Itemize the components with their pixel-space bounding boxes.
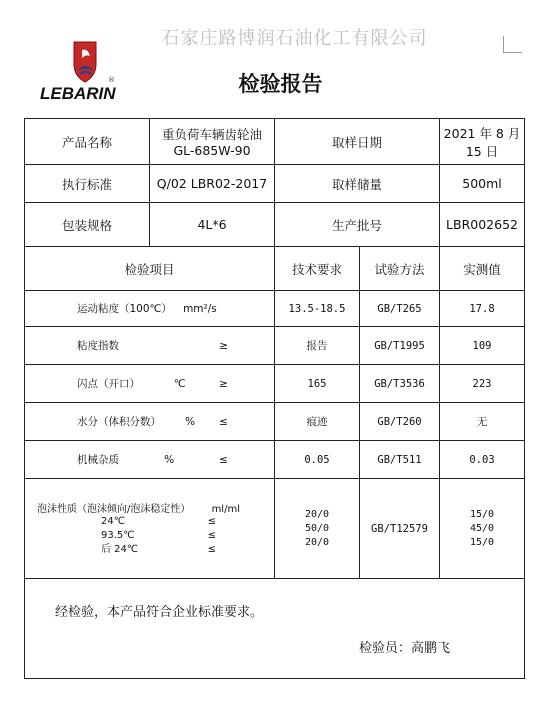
foam-value: 45/0	[469, 522, 495, 534]
foam-value: 15/0	[469, 536, 495, 548]
foam-row	[25, 479, 525, 579]
product-name-label: 产品名称	[25, 119, 150, 165]
item-cond: ≥	[219, 377, 228, 390]
row-label	[25, 301, 274, 316]
item-cond: ≥	[219, 339, 228, 352]
table-row	[25, 365, 525, 403]
header-method: 试验方法	[360, 247, 440, 291]
standard-value: Q/02 LBR02-2017	[150, 165, 275, 203]
item-requirement: 痕迹	[275, 403, 360, 441]
package-label: 包装规格	[25, 203, 150, 247]
item-requirement: 13.5-18.5	[275, 291, 360, 327]
batch-value: LBR002652	[440, 203, 525, 247]
foam-requirements	[275, 479, 360, 579]
batch-label: 生产批号	[275, 203, 440, 247]
table-row	[25, 441, 525, 479]
standard-label: 执行标准	[25, 165, 150, 203]
registered-mark: ®	[108, 76, 115, 84]
item-unit: mm²/s	[183, 302, 217, 315]
sample-storage-value: 500ml	[440, 165, 525, 203]
item-unit: ℃	[173, 377, 186, 390]
foam-cond: ≤	[207, 544, 216, 555]
item-requirement: 报告	[275, 327, 360, 365]
item-value: 223	[440, 365, 525, 403]
item-method: GB/T265	[360, 291, 440, 327]
foam-unit: ml/ml	[211, 504, 240, 515]
foam-sub-row	[25, 529, 274, 543]
corner-mark	[503, 36, 522, 53]
foam-title	[25, 500, 274, 515]
foam-values	[440, 479, 525, 579]
foam-temp: 24℃	[101, 516, 125, 527]
item-method: GB/T3536	[360, 365, 440, 403]
sample-date-label: 取样日期	[275, 119, 440, 165]
item-value: 17.8	[440, 291, 525, 327]
item-method: GB/T260	[360, 403, 440, 441]
foam-req: 20/0	[304, 508, 330, 520]
product-name-value	[150, 119, 275, 165]
row-label	[25, 338, 274, 353]
foam-cond: ≤	[207, 530, 216, 541]
header-value: 实测值	[440, 247, 525, 291]
item-value: 0.03	[440, 441, 525, 479]
item-value: 无	[440, 403, 525, 441]
item-requirement: 165	[275, 365, 360, 403]
header-row	[25, 247, 525, 291]
foam-temp: 93.5℃	[101, 530, 135, 541]
table-row	[25, 291, 525, 327]
item-name: 机械杂质	[77, 454, 119, 466]
item-requirement: 0.05	[275, 441, 360, 479]
conclusion-row	[25, 579, 525, 679]
header-item: 检验项目	[25, 247, 275, 291]
info-row	[25, 203, 525, 247]
foam-name: 泡沫性质（泡沫倾向/泡沫稳定性）	[37, 504, 191, 515]
foam-temp: 后 24℃	[101, 544, 139, 555]
foam-cond: ≤	[207, 516, 216, 527]
brand-name: LEBARIN	[40, 84, 116, 103]
foam-sub-row	[25, 543, 274, 557]
info-row	[25, 165, 525, 203]
item-cond: ≤	[219, 415, 228, 428]
conclusion-text: 经检验，本产品符合企业标准要求。	[55, 605, 264, 620]
foam-sub-row	[25, 515, 274, 529]
inspector-signature: 检验员：高鹏飞	[359, 641, 451, 656]
report-title: 检验报告	[238, 71, 323, 96]
sample-date-value: 2021 年 8 月 15 日	[440, 119, 525, 165]
foam-req: 20/0	[304, 536, 330, 548]
table-row	[25, 403, 525, 441]
conclusion-cell	[25, 579, 525, 679]
foam-req: 50/0	[304, 522, 330, 534]
item-unit: %	[185, 415, 196, 428]
foam-method: GB/T12579	[360, 479, 440, 579]
info-row	[25, 119, 525, 165]
header-requirement: 技术要求	[275, 247, 360, 291]
row-label	[25, 414, 274, 429]
row-label	[25, 452, 274, 467]
item-name: 运动粘度（100℃）	[77, 303, 172, 315]
foam-value: 15/0	[469, 508, 495, 520]
product-name-line1: 重负荷车辆齿轮油	[161, 127, 262, 142]
item-value: 109	[440, 327, 525, 365]
item-unit: %	[164, 453, 175, 466]
item-name: 水分（体积分数）	[77, 416, 161, 428]
item-method: GB/T1995	[360, 327, 440, 365]
item-name: 粘度指数	[77, 340, 119, 352]
row-label	[25, 376, 274, 391]
sample-storage-label: 取样储量	[275, 165, 440, 203]
package-value: 4L*6	[150, 203, 275, 247]
report-table	[24, 118, 525, 679]
company-name: 石家庄路博润石油化工有限公司	[161, 28, 428, 49]
item-cond: ≤	[219, 453, 228, 466]
table-row	[25, 327, 525, 365]
item-name: 闪点（开口）	[77, 378, 140, 390]
product-name-line2: GL-685W-90	[173, 143, 251, 158]
item-method: GB/T511	[360, 441, 440, 479]
